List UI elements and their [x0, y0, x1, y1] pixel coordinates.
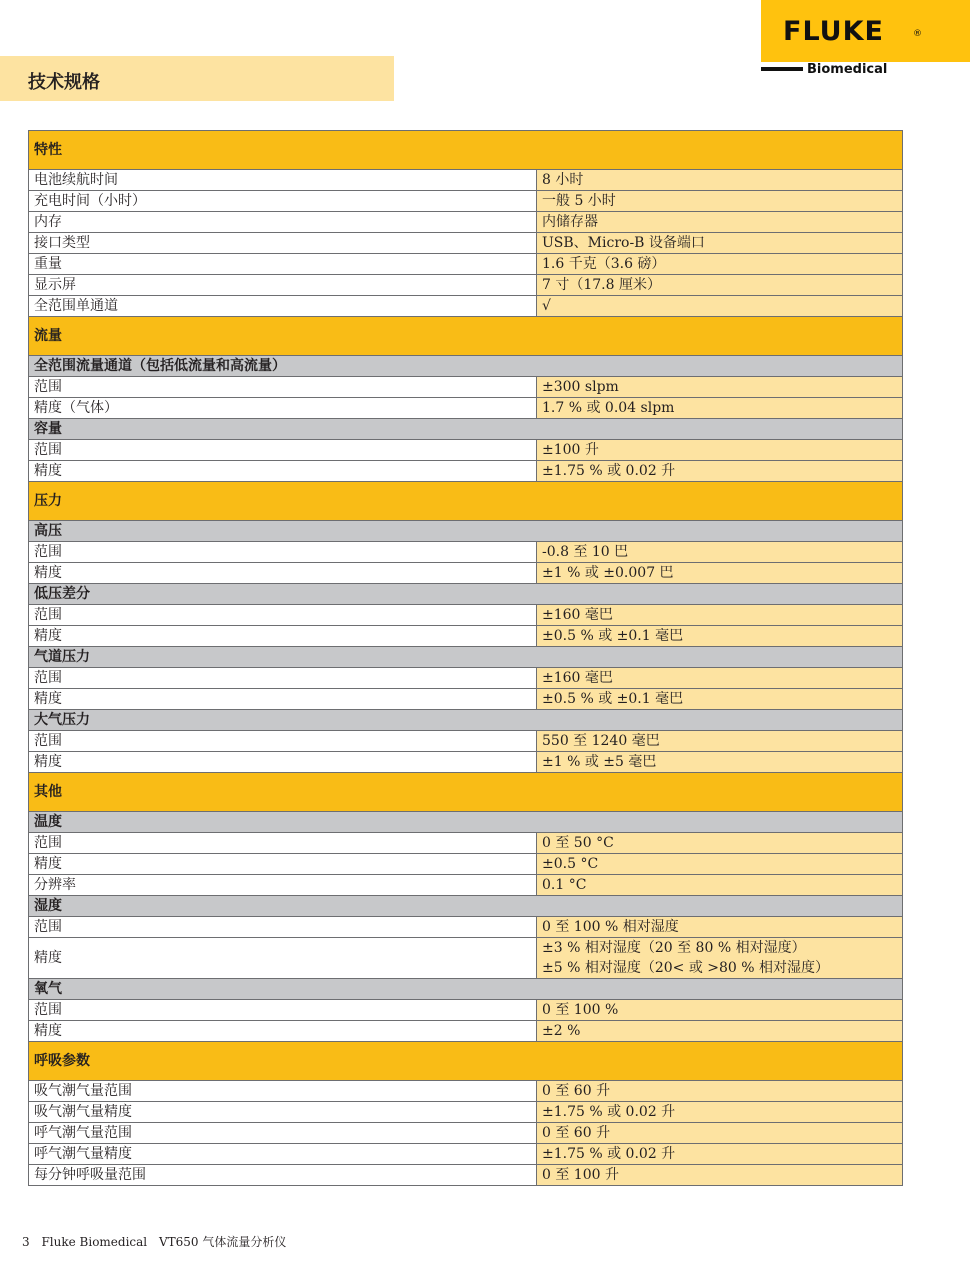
page-number: 3 — [22, 1235, 30, 1249]
spec-row — [29, 917, 903, 938]
spec-row — [29, 668, 903, 689]
section-title: 呼吸参数 — [29, 1042, 903, 1081]
spec-label: 精度 — [29, 563, 537, 584]
spec-row — [29, 1102, 903, 1123]
spec-value: 0 至 100 升 — [537, 1165, 903, 1186]
spec-label: 吸气潮气量范围 — [29, 1081, 537, 1102]
spec-row — [29, 626, 903, 647]
spec-label: 接口类型 — [29, 233, 537, 254]
spec-label: 呼气潮气量精度 — [29, 1144, 537, 1165]
spec-value: ±100 升 — [537, 440, 903, 461]
subsection-header — [29, 812, 903, 833]
spec-value: ±160 毫巴 — [537, 605, 903, 626]
spec-row — [29, 1144, 903, 1165]
fluke-logo — [761, 0, 970, 62]
subsection-title: 容量 — [29, 419, 903, 440]
subsection-title: 低压差分 — [29, 584, 903, 605]
spec-value: -0.8 至 10 巴 — [537, 542, 903, 563]
spec-row — [29, 689, 903, 710]
spec-row — [29, 296, 903, 317]
spec-value: ±1.75 % 或 0.02 升 — [537, 461, 903, 482]
subsection-title: 气道压力 — [29, 647, 903, 668]
section-title: 流量 — [29, 317, 903, 356]
spec-label: 范围 — [29, 1000, 537, 1021]
spec-value: ±1.75 % 或 0.02 升 — [537, 1144, 903, 1165]
spec-value: USB、Micro-B 设备端口 — [537, 233, 903, 254]
spec-value: 8 小时 — [537, 170, 903, 191]
spec-label: 范围 — [29, 605, 537, 626]
spec-row — [29, 398, 903, 419]
subsection-title: 高压 — [29, 521, 903, 542]
spec-value: 一般 5 小时 — [537, 191, 903, 212]
spec-value: ±1 % 或 ±5 毫巴 — [537, 752, 903, 773]
spec-row — [29, 875, 903, 896]
spec-row — [29, 1000, 903, 1021]
section-title: 压力 — [29, 482, 903, 521]
footer-company: Fluke Biomedical — [41, 1235, 148, 1249]
spec-label: 范围 — [29, 440, 537, 461]
spec-label: 精度 — [29, 689, 537, 710]
spec-label: 精度 — [29, 461, 537, 482]
spec-row — [29, 212, 903, 233]
spec-value — [537, 938, 903, 979]
brand-name: FLUKE — [783, 16, 884, 47]
section-title: 其他 — [29, 773, 903, 812]
spec-row — [29, 605, 903, 626]
spec-label: 呼气潮气量范围 — [29, 1123, 537, 1144]
spec-row — [29, 563, 903, 584]
spec-value: ±0.5 % 或 ±0.1 毫巴 — [537, 626, 903, 647]
spec-label: 显示屏 — [29, 275, 537, 296]
spec-table — [28, 130, 903, 1186]
spec-value: 0 至 100 % 相对湿度 — [537, 917, 903, 938]
title-band — [0, 56, 394, 101]
spec-value: 0.1 °C — [537, 875, 903, 896]
spec-row — [29, 170, 903, 191]
subsection-header — [29, 521, 903, 542]
section-header — [29, 317, 903, 356]
spec-row — [29, 854, 903, 875]
spec-row — [29, 833, 903, 854]
spec-value: 1.7 % 或 0.04 slpm — [537, 398, 903, 419]
section-title: 特性 — [29, 131, 903, 170]
spec-label: 精度 — [29, 626, 537, 647]
spec-value: 0 至 100 % — [537, 1000, 903, 1021]
page-footer — [22, 1233, 294, 1250]
spec-row — [29, 1021, 903, 1042]
brand-subtitle: Biomedical — [807, 62, 888, 77]
spec-value: ±1 % 或 ±0.007 巴 — [537, 563, 903, 584]
spec-row — [29, 440, 903, 461]
spec-value: ±0.5 % 或 ±0.1 毫巴 — [537, 689, 903, 710]
spec-row — [29, 377, 903, 398]
subsection-header — [29, 584, 903, 605]
spec-value: 7 寸（17.8 厘米） — [537, 275, 903, 296]
page-title: 技术规格 — [28, 72, 100, 93]
spec-row — [29, 254, 903, 275]
spec-row — [29, 1081, 903, 1102]
spec-label: 全范围单通道 — [29, 296, 537, 317]
spec-row — [29, 1165, 903, 1186]
section-header — [29, 1042, 903, 1081]
spec-label: 范围 — [29, 833, 537, 854]
spec-value: 0 至 60 升 — [537, 1081, 903, 1102]
subsection-title: 温度 — [29, 812, 903, 833]
spec-label: 重量 — [29, 254, 537, 275]
spec-value: 0 至 50 °C — [537, 833, 903, 854]
spec-value-line: ±5 % 相对湿度（20< 或 >80 % 相对湿度） — [542, 960, 830, 976]
section-header — [29, 131, 903, 170]
subsection-header — [29, 896, 903, 917]
spec-row — [29, 938, 903, 979]
spec-value: 0 至 60 升 — [537, 1123, 903, 1144]
subsection-title: 湿度 — [29, 896, 903, 917]
subsection-header — [29, 419, 903, 440]
spec-label: 电池续航时间 — [29, 170, 537, 191]
spec-row — [29, 752, 903, 773]
spec-label: 精度 — [29, 854, 537, 875]
subsection-title: 全范围流量通道（包括低流量和高流量） — [29, 356, 903, 377]
spec-label: 精度（气体） — [29, 398, 537, 419]
spec-row — [29, 731, 903, 752]
subsection-header — [29, 356, 903, 377]
section-header — [29, 482, 903, 521]
spec-row — [29, 1123, 903, 1144]
subsection-header — [29, 979, 903, 1000]
subsection-title: 大气压力 — [29, 710, 903, 731]
spec-row — [29, 275, 903, 296]
subsection-title: 氧气 — [29, 979, 903, 1000]
spec-label: 吸气潮气量精度 — [29, 1102, 537, 1123]
spec-row — [29, 191, 903, 212]
spec-value: ±300 slpm — [537, 377, 903, 398]
spec-label: 每分钟呼吸量范围 — [29, 1165, 537, 1186]
spec-value: ±2 % — [537, 1021, 903, 1042]
spec-label: 范围 — [29, 542, 537, 563]
subsection-header — [29, 710, 903, 731]
subsection-header — [29, 647, 903, 668]
spec-label: 范围 — [29, 731, 537, 752]
spec-value: 550 至 1240 毫巴 — [537, 731, 903, 752]
spec-value: 内储存器 — [537, 212, 903, 233]
spec-value: ±0.5 °C — [537, 854, 903, 875]
spec-row — [29, 542, 903, 563]
spec-label: 范围 — [29, 917, 537, 938]
spec-label: 精度 — [29, 1021, 537, 1042]
spec-row — [29, 461, 903, 482]
footer-product: VT650 气体流量分析仪 — [158, 1235, 287, 1249]
section-header — [29, 773, 903, 812]
spec-value: √ — [537, 296, 903, 317]
spec-label: 充电时间（小时） — [29, 191, 537, 212]
spec-value: ±1.75 % 或 0.02 升 — [537, 1102, 903, 1123]
logo-bar — [761, 67, 803, 71]
spec-label: 分辨率 — [29, 875, 537, 896]
spec-label: 精度 — [29, 938, 537, 979]
spec-row — [29, 233, 903, 254]
spec-label: 范围 — [29, 377, 537, 398]
spec-value: 1.6 千克（3.6 磅） — [537, 254, 903, 275]
spec-label: 范围 — [29, 668, 537, 689]
spec-label: 精度 — [29, 752, 537, 773]
registered-mark: ® — [913, 29, 922, 39]
spec-value-line: ±3 % 相对湿度（20 至 80 % 相对湿度） — [542, 940, 806, 956]
spec-value: ±160 毫巴 — [537, 668, 903, 689]
spec-label: 内存 — [29, 212, 537, 233]
